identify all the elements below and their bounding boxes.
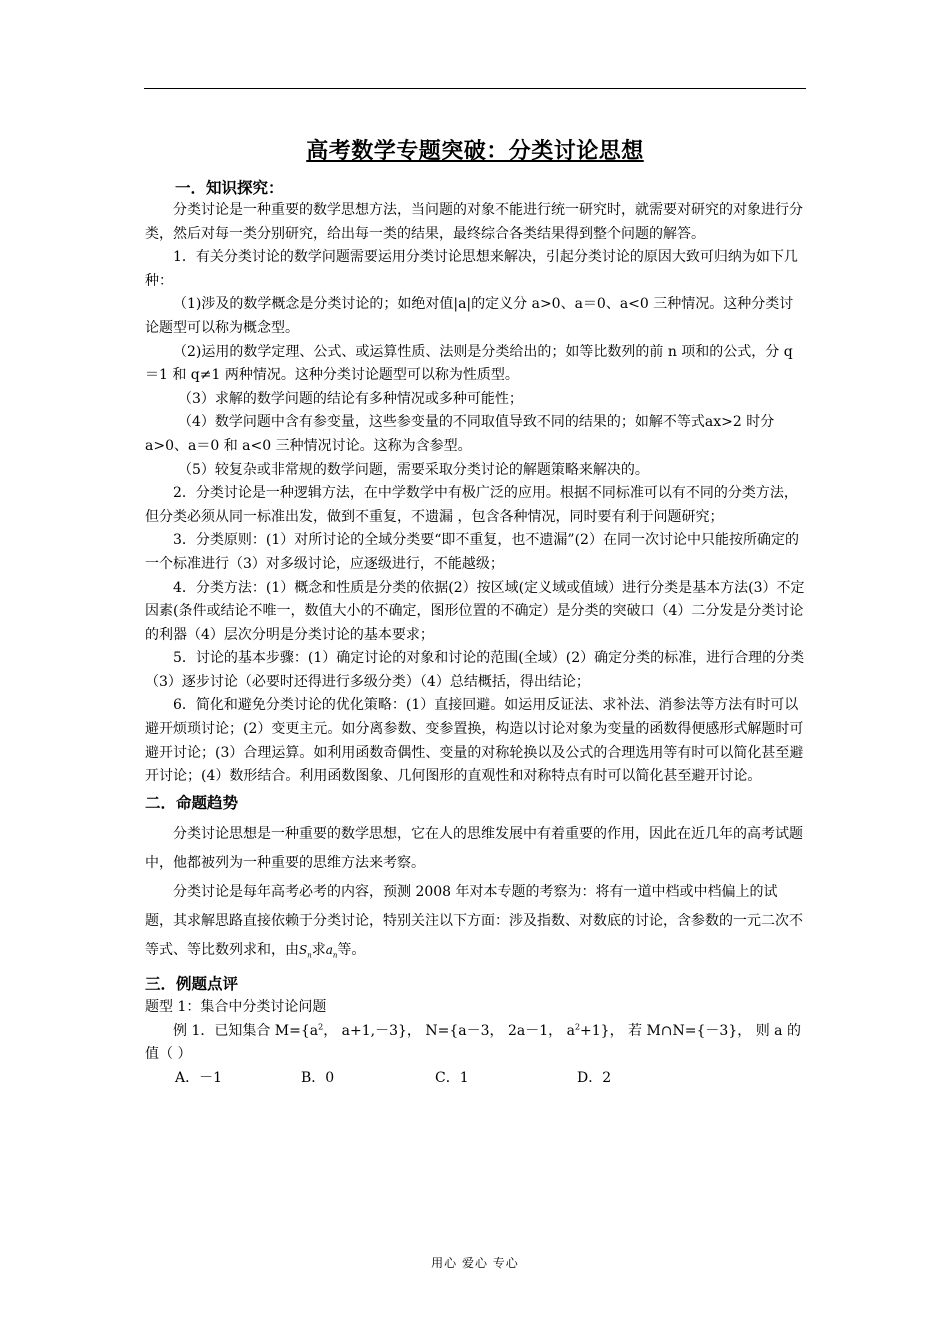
option-b: B．0 xyxy=(301,1070,335,1087)
trend-text-middle: 求 xyxy=(311,941,326,958)
paragraph-4: 4．分类方法：(1）概念和性质是分类的依据(2）按区域(定义域或值域）进行分类是基本方法(3）不定因素(条件或结论不唯一，数值大小的不确定，图形位置的不确定）是分类的突破口（4）二分发是分类讨论的利器（4）层次分明是分类讨论的基本要求； xyxy=(145,579,805,643)
paragraph-1-3: （3）求解的数学问题的结论有多种情况或多种可能性； xyxy=(178,390,523,407)
paragraph-5: 5．讨论的基本步骤：(1）确定讨论的对象和讨论的范围(全域）(2）确定分类的标准，进行合理的分类（3）逐步讨论（必要时还得进行多级分类）（4）总结概括，得出结论； xyxy=(145,650,805,690)
section-heading-examples: 三．例题点评 xyxy=(145,974,239,994)
paragraph-1: 1．有关分类讨论的数学问题需要运用分类讨论思想来解决，引起分类讨论的原因大致可归纳为如下几种： xyxy=(145,249,798,289)
example-1-options xyxy=(145,1067,805,1091)
trend-block xyxy=(145,820,805,970)
paragraph-6: 6．简化和避免分类讨论的优化策略：(1）直接回避。如运用反证法、求补法、消参法等方法有时可以避开烦琐讨论；(2）变更主元。如分离参数、变参置换，构造以讨论对象为变量的函数得便感形式解题时可避开讨论；(3）合理运算。如利用函数奇偶性、变量的对称轮换以及公式的合理选用等有时可以简化甚至避开讨论；(4）数形结合。利用函数图象、几何图形的直观性和对称特点有时可以简化甚至避开讨论。 xyxy=(145,697,804,785)
question-type-1: 题型 1：集合中分类讨论问题 xyxy=(145,999,327,1016)
example-1-question: 例 1．已知集合 $M=\{a^2$， a+1,－3}， N={a－3， 2a－1， $a^2+1$}， 若 M∩N={－3}， 则 a 的值（ ） xyxy=(145,1022,801,1063)
option-c: C．1 xyxy=(435,1070,469,1087)
trend-paragraph-2 xyxy=(145,878,805,970)
document-body xyxy=(145,176,805,1091)
trend-text-before: 分类讨论是每年高考必考的内容，预测 2008 年对本专题的考察为：将有一道中档或中档偏上的试题，其求解思路直接依赖于分类讨论，特别关注以下方面：涉及指数、对数底的讨论，含参数的一元二次不等式、等比数列求和，由 xyxy=(145,883,803,958)
paragraph-1-4: （4）数学问题中含有参变量，这些参变量的不同取值导致不同的结果的；如解不等式ax>2 时分 a>0、a＝0 和 a<0 三种情况讨论。这称为含参型。 xyxy=(145,414,775,454)
option-a: A．－1 xyxy=(175,1070,223,1087)
formula-an: $a_n$ xyxy=(325,942,338,960)
paragraph-1-5: （5）较复杂或非常规的数学问题，需要采取分类讨论的解题策略来解决的。 xyxy=(178,461,649,478)
formula-sn: $S_n$ xyxy=(299,942,312,960)
paragraph-intro: 分类讨论是一种重要的数学思想方法，当问题的对象不能进行统一研究时，就需要对研究的对象进行分类，然后对每一类分别研究，给出每一类的结果，最终综合各类结果得到整个问题的解答。 xyxy=(145,202,803,242)
header-rule xyxy=(144,88,806,89)
paragraph-1-2: （2)运用的数学定理、公式、或运算性质、法则是分类给出的；如等比数列的前 n 项和的公式，分 q＝1 和 q≠1 两种情况。这种分类讨论题型可以称为性质型。 xyxy=(145,343,793,384)
page-footer: 用心 爱心 专心 xyxy=(431,1256,519,1270)
page-title: 高考数学专题突破：分类讨论思想 xyxy=(306,138,644,164)
paragraph-2: 2．分类讨论是一种逻辑方法，在中学数学中有极广泛的应用。根据不同标准可以有不同的分类方法，但分类必须从同一标准出发，做到不重复，不遗漏 ，包含各种情况，同时要有利于问题研究； xyxy=(145,485,798,525)
option-d: D．2 xyxy=(577,1070,612,1087)
paragraph-3: 3．分类原则：(1）对所讨论的全域分类要“即不重复，也不遗漏”(2）在同一次讨论中只能按所确定的一个标准进行（3）对多级讨论，应逐级进行，不能越级； xyxy=(145,532,799,572)
trend-text-after: 等。 xyxy=(337,941,366,958)
section-heading-knowledge: 一．知识探究： xyxy=(175,178,284,197)
paragraph-1-1: （1)涉及的数学概念是分类讨论的；如绝对值|a|的定义分 a>0、a＝0、a<0 三种情况。这种分类讨论题型可以称为概念型。 xyxy=(145,296,794,336)
trend-paragraph-1: 分类讨论思想是一种重要的数学思想，它在人的思维发展中有着重要的作用，因此在近几年的高考试题中，他都被列为一种重要的思维方法来考察。 xyxy=(145,825,803,871)
section-heading-trend: 二．命题趋势 xyxy=(145,792,239,812)
